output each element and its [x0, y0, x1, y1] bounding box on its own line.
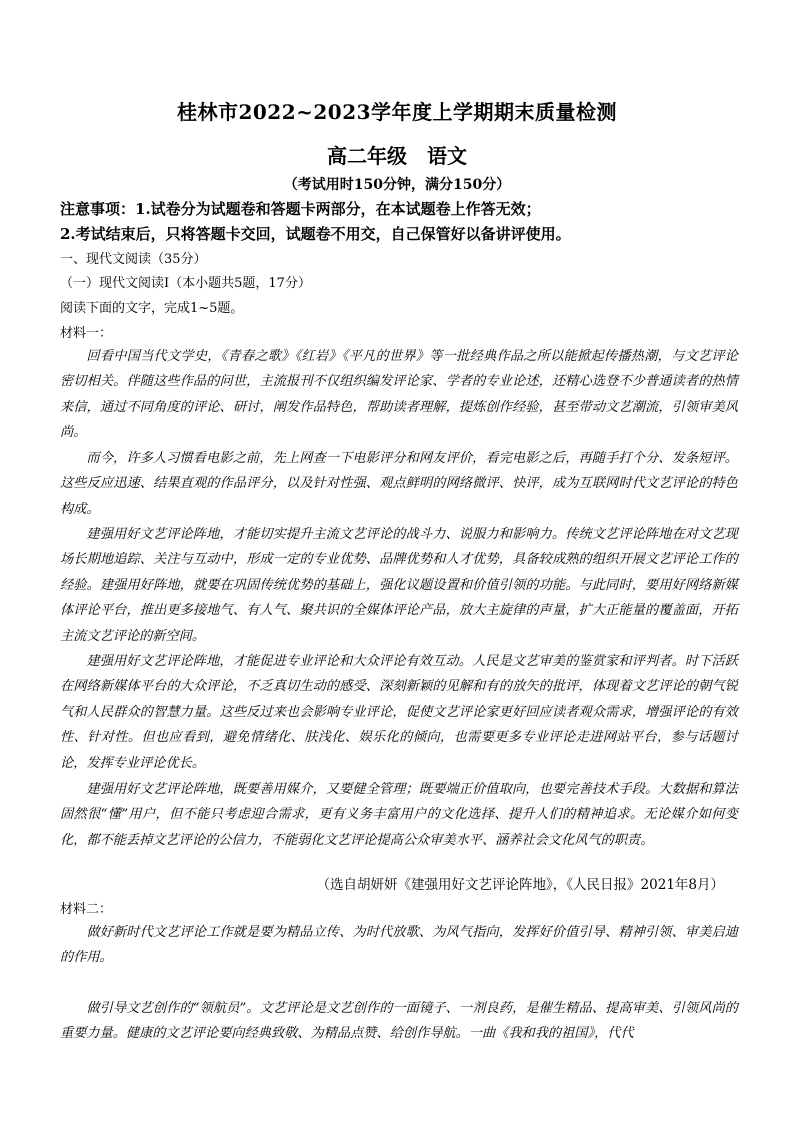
- material-2-paragraph: 做引导文艺创作的“领航员”。文艺评论是文艺创作的一面镜子、一剂良药，是催生精品、提高审美、引领风尚的重要力量。健康的文艺评论要向经典致敬、为精品点赞、给创作导航。一曲《我和我的祖国》，代代: [60, 1001, 738, 1042]
- material-1-paragraph: 而今，许多人习惯看电影之前，先上网查一下电影评分和网友评价，看完电影之后，再随手打个分、发条短评。这些反应迅速、结果直观的作品评分，以及针对性强、观点鲜明的网络微评、快评，成为互联网时代文艺评论的特色构成。: [60, 451, 738, 517]
- notice-line-1: 注意事项：1.试卷分为试题卷和答题卡两部分，在本试题卷上作答无效；: [60, 200, 541, 218]
- material-2-paragraph: 做好新时代文艺评论工作就是要为精品立传、为时代放歌、为风气指向，发挥好价值引导、精神引领、审美启迪的作用。: [60, 925, 738, 966]
- material-1-source: （选自胡妍妍《建强用好文艺评论阵地》，《人民日报》2021年8月）: [316, 877, 724, 893]
- material-1-paragraph: 建强用好文艺评论阵地，既要善用媒介，又要健全管理；既要端正价值取向，也要完善技术手段。大数据和算法固然很“懂”用户，但不能只考虑迎合需求，更有义务丰富用户的文化选择、提升人们的精神追求。无论媒介如何变化，都不能丢掉文艺评论的公信力，不能弱化文艺评论提高公众审美水平、涵养社会文化风气的职责。: [60, 782, 738, 848]
- exam-title: 桂林市2022~2023学年度上学期期末质量检测: [176, 100, 618, 124]
- material-2-label: 材料二：: [60, 902, 113, 917]
- exam-time-score: （考试用时150分钟，满分150分）: [283, 177, 511, 193]
- material-1-label: 材料一：: [60, 326, 113, 341]
- exam-subtitle: 高二年级 语文: [327, 144, 467, 168]
- material-1-paragraph: 建强用好文艺评论阵地，才能促进专业评论和大众评论有效互动。人民是文艺审美的鉴赏家和评判者。时下活跃在网络新媒体平台的大众评论，不乏真切生动的感受、深刻新颖的见解和有的放矢的批评，体现着文艺评论的朝气锐气和人民群众的智慧力量。这些反过来也会影响专业评论，促使文艺评论家更好回应读者观众需求，增强评论的有效性、针对性。但也应看到，避免情绪化、肤浅化、娱乐化的倾向，也需要更多专业评论走进网站平台，参与话题讨论，发挥专业评论优长。: [60, 654, 738, 771]
- material-1-paragraph: 回看中国当代文学史，《青春之歌》《红岩》《平凡的世界》等一批经典作品之所以能掀起传播热潮，与文艺评论密切相关。伴随这些作品的问世，主流报刊不仅组织编发评论家、学者的专业论述，还精心选登不少普通读者的热情来信，通过不同角度的评论、研讨，阐发作品特色，帮助读者理解，提炼创作经验，甚至带动文艺潮流，引领审美风尚。: [60, 349, 738, 441]
- subsection-heading: （一）现代文阅读Ⅰ（本小题共5题，17分）: [60, 276, 311, 291]
- section-heading: 一、现代文阅读（35分）: [60, 252, 207, 267]
- material-1-paragraph: 建强用好文艺评论阵地，才能切实提升主流文艺评论的战斗力、说服力和影响力。传统文艺评论阵地在对文艺现场长期地追踪、关注与互动中，形成一定的专业优势、品牌优势和人才优势，具备较成熟的组织开展文艺评论工作的经验。建强用好阵地，就要在巩固传统优势的基础上，强化议题设置和价值引领的功能。与此同时，要用好网络新媒体评论平台，推出更多接地气、有人气、聚共识的全媒体评论产品，放大主旋律的声量，扩大正能量的覆盖面，开拓主流文艺评论的新空间。: [60, 527, 738, 644]
- notice-line-2: 2.考试结束后，只将答题卡交回，试题卷不用交，自己保管好以备讲评使用。: [60, 225, 571, 243]
- reading-instruction: 阅读下面的文字，完成1~5题。: [60, 301, 244, 316]
